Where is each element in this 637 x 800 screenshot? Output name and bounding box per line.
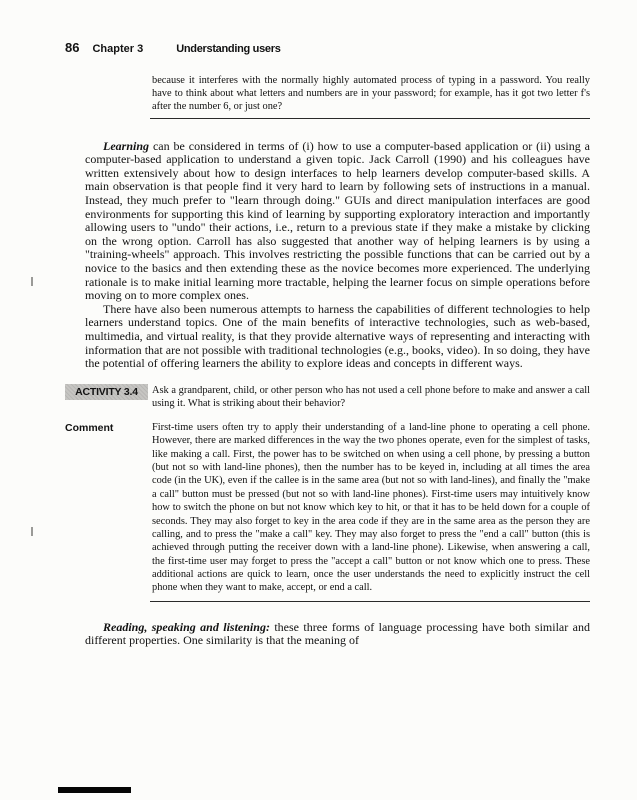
- scan-artifact-mark: [31, 277, 33, 286]
- activity-section: [65, 384, 590, 410]
- comment-text: First-time users often try to apply their understanding of a land-line phone to operating a cell phone. However, there are marked differences in the way the two phones operate, even for the simplest of tasks, like making a call. First, the power has to be switched on when using a cell phone, by pressing a button (but not so with land-line phones), then the number has to be keyed in, including at all times the area code (in the UK), even if the callee is in the same area (but not so with land-lines), and finally the "make a call" button must be pressed (but not so with land-line phones). First-time users may intuitively know how to switch the phone on but not know which key to hit, or that it has to be held down for a couple of seconds. They may also forget to key in the area code if they are in the same area as the person they are calling, and to press the "make a call" key. They may also forget to press the "end a call" button (this is achieved through putting the receiver down with a land-line phone). Likewise, when answering a call, the first-time user may forget to press the "accept a call" button or not know which one to press. These additional actions are quick to learn, once the user understands the need to explicitly instruct the cell phone when they want to make, accept, or end a call.: [152, 422, 590, 594]
- paragraph-learning-lead: Learning: [103, 138, 150, 153]
- paragraph-technologies: There have also been numerous attempts to harness the capabilities of different technologies to help learners understand topics. One of the main benefits of interactive technologies, such as web-based, multimedia, and virtual reality, is that they provide alternative ways of representing and interacting with information that are not possible with traditional technologies (e.g., books, video). In so doing, they have the potential of offering learners the ability to explore ideas and concepts in different ways.: [85, 301, 590, 371]
- activity-label-column: [65, 384, 152, 410]
- comment-section: [65, 421, 590, 594]
- paragraph-reading-lead: Reading, speaking and listening:: [103, 619, 270, 634]
- chapter-label: Chapter 3: [92, 43, 144, 55]
- body-text: [85, 140, 590, 371]
- section-divider-bottom: [150, 601, 590, 602]
- paragraph-learning-text: can be considered in terms of (i) how to use a computer-based application or (ii) using a computer-based application to understand a given topic. Jack Carroll (1990) and his colleagues have written extensively about how to design interfaces to help learners develop computer-based skills. A main observation is that people find it very hard to learn by following sets of instructions in a manual. Instead, they much prefer to "learn through doing." GUIs and direct manipulation interfaces are good environments for supporting this kind of learning by supporting exploratory interaction and importantly allowing users to "undo" their actions, i.e., return to a previous state if they make a mistake by clicking on the wrong option. Carroll has also suggested that another way of helping learners is by using a "training-wheels" approach. This involves restricting the possible functions that can be carried out by a novice to the basics and then extending these as the novice becomes more experienced. The underlying rationale is to make initial learning more tractable, helping the learner focus on simple operations before moving on to more complex ones.: [85, 138, 590, 303]
- paragraph-reading: [85, 621, 590, 649]
- section-divider-top: [150, 118, 590, 119]
- comment-continuation-paragraph: because it interferes with the normally highly automated process of typing in a password. You really have to think about what letters and numbers are in your password; for example, has it got two letter f's after the number 6, or just one?: [152, 75, 590, 113]
- paragraph-reading-text: these three forms of language processing have both similar and different properties. One similarity is that the meaning of: [85, 619, 590, 648]
- scan-artifact-mark: [31, 527, 33, 536]
- chapter-title: Understanding users: [176, 43, 281, 55]
- page-number: 86: [65, 40, 80, 55]
- paragraph-learning: [85, 140, 590, 303]
- page-header: [65, 40, 590, 55]
- comment-label: Comment: [65, 422, 114, 435]
- activity-text: Ask a grandparent, child, or other person who has not used a cell phone before to make and answer a call using it. What is striking about their behavior?: [152, 384, 590, 409]
- activity-label: ACTIVITY 3.4: [65, 384, 148, 400]
- scan-artifact-bar: [58, 787, 131, 793]
